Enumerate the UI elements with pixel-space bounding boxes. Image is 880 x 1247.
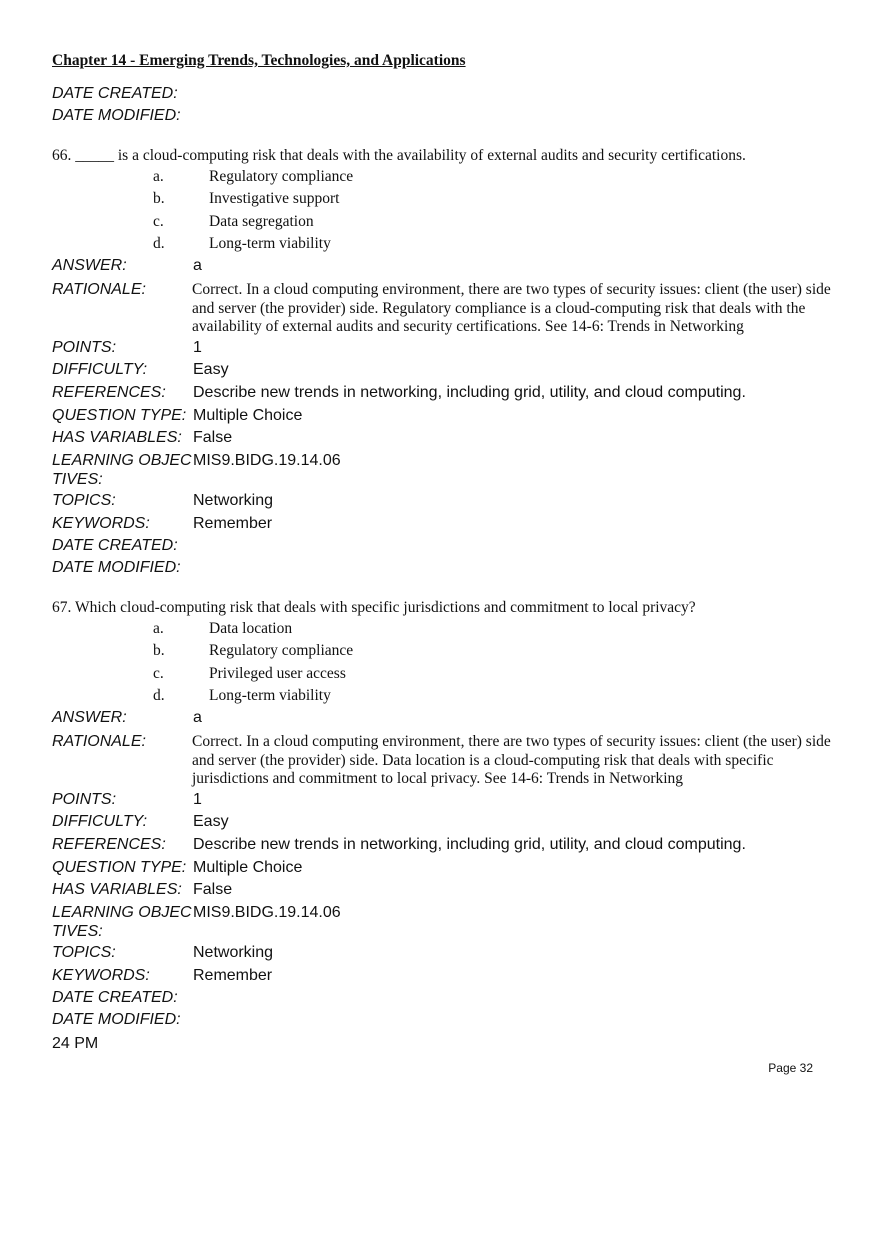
- option-text: Investigative support: [209, 190, 340, 207]
- references-label: REFERENCES:: [52, 384, 166, 401]
- keywords-label: KEYWORDS:: [52, 515, 150, 532]
- option-letter: d.: [153, 235, 165, 252]
- references-value: Describe new trends in networking, including grid, utility, and cloud computing.: [193, 384, 746, 401]
- points-value: 1: [193, 791, 202, 808]
- topics-label: TOPICS:: [52, 492, 116, 509]
- difficulty-label: DIFFICULTY:: [52, 361, 148, 378]
- option-text: Long-term viability: [209, 235, 331, 252]
- trailing-time-text: 24 PM: [52, 1035, 99, 1052]
- has-variables-label: HAS VARIABLES:: [52, 429, 182, 446]
- learning-objectives-label-cont: TIVES:: [52, 923, 103, 940]
- question-type-value: Multiple Choice: [193, 859, 303, 876]
- learning-objectives-label: LEARNING OBJEC: [52, 452, 192, 469]
- has-variables-label: HAS VARIABLES:: [52, 881, 182, 898]
- question-type-label: QUESTION TYPE:: [52, 407, 187, 424]
- date-created-label: DATE CREATED:: [52, 85, 178, 102]
- rationale-label: RATIONALE:: [52, 733, 146, 750]
- option-text: Data location: [209, 620, 293, 637]
- option-letter: d.: [153, 687, 165, 704]
- page-number: Page 32: [768, 1061, 813, 1075]
- option-text: Regulatory compliance: [209, 642, 354, 659]
- points-value: 1: [193, 339, 202, 356]
- option-text: Data segregation: [209, 213, 314, 230]
- option-letter: c.: [153, 665, 164, 682]
- option-text: Long-term viability: [209, 687, 331, 704]
- date-created-label: DATE CREATED:: [52, 537, 178, 554]
- topics-value: Networking: [193, 944, 274, 961]
- option-letter: b.: [153, 190, 165, 207]
- rationale-text: Correct. In a cloud computing environment, there are two types of security issues: client (the user) side and server (the provider) side. Data location is a cloud-computing risk that deals with specific jurisdictions and commitment to local privacy. See 14-6: Trends in Networking: [192, 733, 831, 787]
- keywords-label: KEYWORDS:: [52, 967, 150, 984]
- topics-value: Networking: [193, 492, 274, 509]
- chapter-title: Chapter 14 - Emerging Trends, Technologies, and Applications: [52, 52, 466, 69]
- keywords-value: Remember: [193, 515, 273, 532]
- rationale-label: RATIONALE:: [52, 281, 146, 298]
- option-letter: a.: [153, 168, 164, 185]
- rationale-text: Correct. In a cloud computing environment, there are two types of security issues: client (the user) side and server (the provider) side. Regulatory compliance is a cloud-computing risk that deals with the availability of external audits and security certifications. See 14-6: Trends in Networking: [192, 281, 831, 335]
- date-modified-label: DATE MODIFIED:: [52, 107, 181, 124]
- has-variables-value: False: [193, 881, 233, 898]
- references-value: Describe new trends in networking, including grid, utility, and cloud computing.: [193, 836, 746, 853]
- learning-objectives-label: LEARNING OBJEC: [52, 904, 192, 921]
- has-variables-value: False: [193, 429, 233, 446]
- difficulty-label: DIFFICULTY:: [52, 813, 148, 830]
- question-text: 66. _____ is a cloud-computing risk that deals with the availability of external audits and security certifications.: [52, 147, 746, 164]
- points-label: POINTS:: [52, 339, 117, 356]
- date-created-label: DATE CREATED:: [52, 989, 178, 1006]
- option-letter: b.: [153, 642, 165, 659]
- answer-label: ANSWER:: [52, 257, 127, 274]
- answer-value: a: [193, 257, 202, 274]
- difficulty-value: Easy: [193, 813, 229, 830]
- question-type-value: Multiple Choice: [193, 407, 303, 424]
- learning-objectives-value: MIS9.BIDG.19.14.06: [193, 904, 341, 921]
- learning-objectives-label-cont: TIVES:: [52, 471, 103, 488]
- date-modified-label: DATE MODIFIED:: [52, 1011, 181, 1028]
- option-text: Regulatory compliance: [209, 168, 354, 185]
- topics-label: TOPICS:: [52, 944, 116, 961]
- answer-label: ANSWER:: [52, 709, 127, 726]
- answer-value: a: [193, 709, 202, 726]
- difficulty-value: Easy: [193, 361, 229, 378]
- question-text: 67. Which cloud-computing risk that deals with specific jurisdictions and commitment to local privacy?: [52, 599, 696, 616]
- question-type-label: QUESTION TYPE:: [52, 859, 187, 876]
- learning-objectives-value: MIS9.BIDG.19.14.06: [193, 452, 341, 469]
- points-label: POINTS:: [52, 791, 117, 808]
- option-letter: c.: [153, 213, 164, 230]
- date-modified-label: DATE MODIFIED:: [52, 559, 181, 576]
- references-label: REFERENCES:: [52, 836, 166, 853]
- option-text: Privileged user access: [209, 665, 346, 682]
- option-letter: a.: [153, 620, 164, 637]
- keywords-value: Remember: [193, 967, 273, 984]
